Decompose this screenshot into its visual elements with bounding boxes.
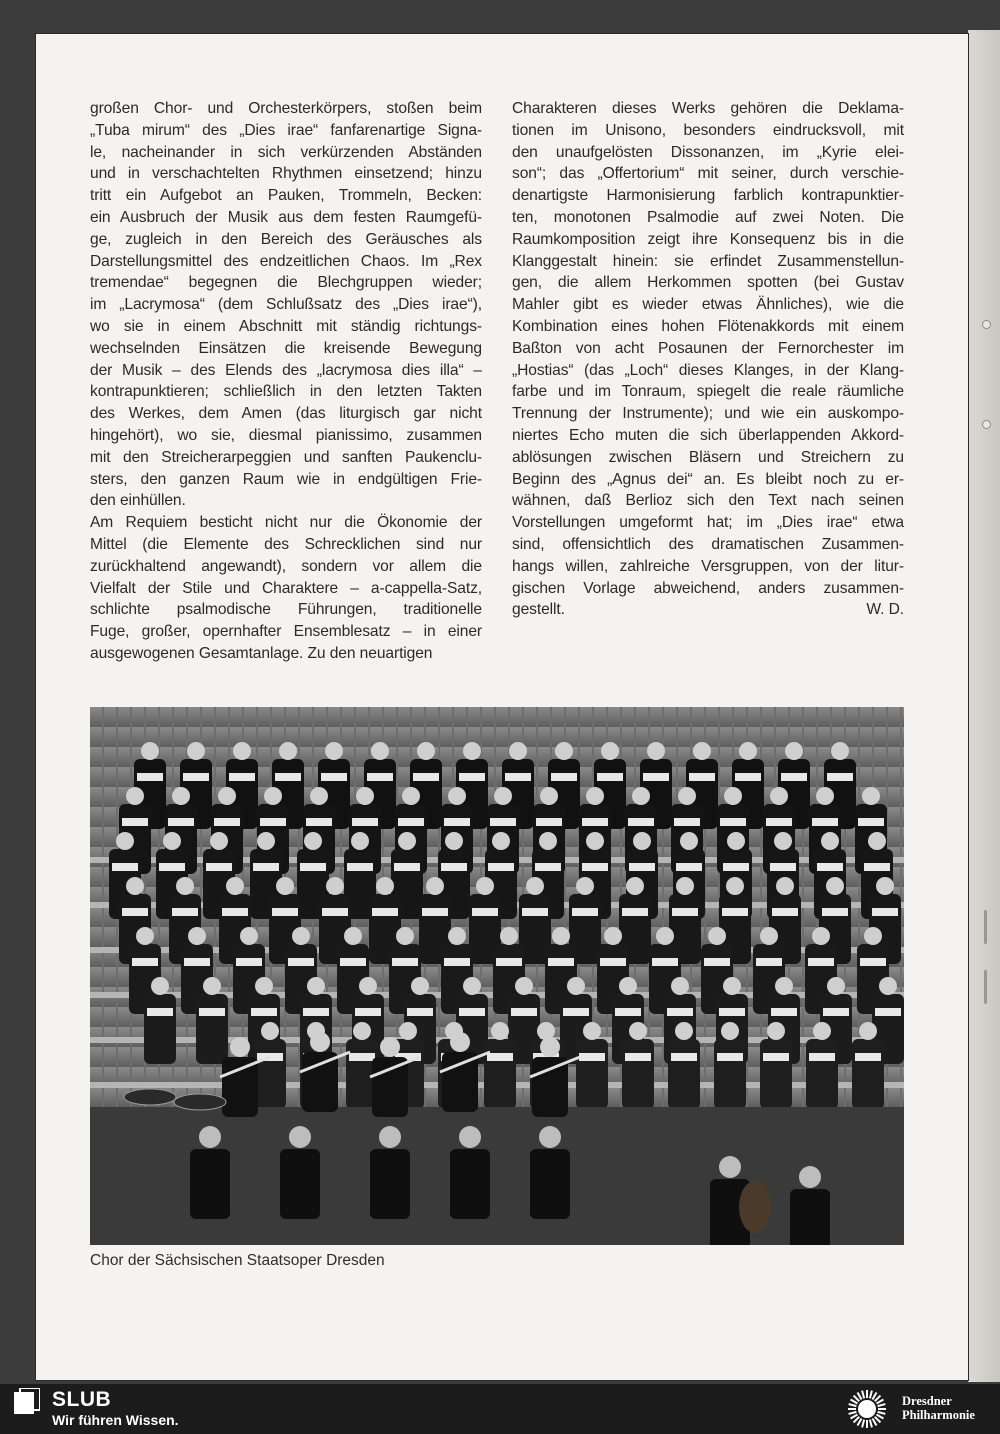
text-column-left bbox=[90, 98, 482, 665]
text-line: wo sie in einem Abschnitt mit ständig richtungs- bbox=[90, 317, 482, 335]
final-word: gestellt. bbox=[512, 601, 565, 619]
text-line: den einhüllen. bbox=[90, 492, 186, 510]
text-line: ten, monotonen Psalmodie auf zwei Noten. Die bbox=[512, 208, 904, 226]
punch-hole bbox=[982, 420, 991, 429]
text-line: tremendae“ begegnen die Blechgruppen wieder; bbox=[90, 274, 482, 292]
closing-line bbox=[512, 599, 904, 621]
text-line: ein Ausbruch der Musik aus dem festen Raumgefü- bbox=[90, 208, 482, 226]
next-page-edge bbox=[968, 30, 1000, 1382]
text-line: farbe und im Tonraum, spiegelt die reale räumliche bbox=[512, 383, 904, 401]
text-line: Darstellungsmittel des endzeitlichen Chaos. Im „Rex bbox=[90, 252, 482, 270]
text-line: Vielfalt der Stile und Charaktere – a-cappella-Satz, bbox=[90, 579, 482, 597]
text-line: „Tuba mirum“ des „Dies irae“ fanfarenartige Signa- bbox=[90, 121, 482, 139]
text-line: hangs willen, zahlreiche Versgruppen, von der litur- bbox=[512, 557, 904, 575]
text-line: zurückhaltend angewandt), sondern vor allem die bbox=[90, 557, 482, 575]
staple bbox=[984, 910, 987, 944]
text-line: tionen im Unisono, besonders eindrucksvoll, mit bbox=[512, 121, 904, 139]
text-line: und in verschachtelten Rhythmen einsetzend; hinzu bbox=[90, 165, 482, 183]
footer-bar bbox=[0, 1384, 1000, 1434]
text-line: gen, die allem Herkommen spotten (bei Gustav bbox=[512, 274, 904, 292]
right-column-lines bbox=[512, 98, 904, 599]
text-line: Raumkomposition zeigt ihre Konsequenz bis in die bbox=[512, 230, 904, 248]
text-line: ausgewogenen Gesamtanlage. Zu den neuartigen bbox=[90, 644, 433, 662]
text-line: großen Chor- und Orchesterkörpers, stoßen beim bbox=[90, 100, 482, 117]
text-line: Charakteren dieses Werks gehören die Deklama- bbox=[512, 100, 904, 117]
text-line: Baßton von acht Posaunen der Fernorchester im bbox=[512, 339, 904, 357]
text-line: tritt ein Aufgebot an Pauken, Trommeln, Becken: bbox=[90, 187, 482, 205]
text-line: schlichte psalmodische Führungen, traditionelle bbox=[90, 601, 482, 619]
text-line: niertes Echo muten die sich überlappenden Akkord- bbox=[512, 426, 904, 444]
partner-name-line1: Dresdner bbox=[902, 1394, 952, 1408]
text-line: ablösungen zwischen Bläsern und Streichern zu bbox=[512, 448, 904, 466]
text-line: wechselnden Einsätzen die kreisende Bewegung bbox=[90, 339, 482, 357]
text-line: ge, zugleich in den Bereich des Geräusches als bbox=[90, 230, 482, 248]
choir-photo-illustration bbox=[90, 707, 904, 1245]
text-line: „Hostias“ (das „Loch“ dieses Klanges, in der Klang- bbox=[512, 361, 904, 379]
text-line: des Werkes, dem Amen (das liturgisch gar nicht bbox=[90, 405, 482, 423]
text-line: wähnen, daß Berlioz sich den Text nach seinen bbox=[512, 492, 904, 510]
text-line: le, nacheinander in sich verkürzenden Abständen bbox=[90, 143, 482, 161]
partner-name[interactable] bbox=[902, 1394, 975, 1422]
punch-hole bbox=[982, 320, 991, 329]
slub-slogan: Wir führen Wissen. bbox=[52, 1412, 179, 1428]
text-line: der Musik – des Elends des „lacrymosa dies illa“ – bbox=[90, 361, 482, 379]
timpani-drum bbox=[174, 1094, 226, 1110]
double-bass bbox=[739, 1181, 771, 1233]
text-line: Mittel (die Elemente des Schrecklichen sind nur bbox=[90, 535, 482, 553]
text-line: Mahler gibt es wieder etwas Ähnliches), wie die bbox=[512, 296, 904, 314]
dresdner-philharmonie-logo-icon[interactable] bbox=[842, 1388, 892, 1430]
text-line: Beginn des „Agnus dei“ an. Es bleibt noch zu er- bbox=[512, 470, 904, 488]
text-line: denartigste Harmonisierung farblich kontrapunktier- bbox=[512, 187, 904, 205]
text-line: den unaufgelösten Dissonanzen, im „Kyrie elei- bbox=[512, 143, 904, 161]
text-column-right bbox=[512, 98, 904, 621]
staple bbox=[984, 970, 987, 1004]
text-line: Vorstellungen umgeformt hat; im „Dies irae“ etwa bbox=[512, 514, 904, 532]
text-line: Kombination eines hohen Flötenakkords mit einem bbox=[512, 317, 904, 335]
text-line: mit den Streicherarpeggien und sanften Paukenclu- bbox=[90, 448, 482, 466]
text-line: hingehört), wo sie, diesmal pianissimo, zusammen bbox=[90, 426, 482, 444]
text-line: Fuge, großer, opernhafter Ensemblesatz – in einer bbox=[90, 623, 482, 641]
text-line: son“; das „Offertorium“ mit seiner, durch verschie- bbox=[512, 165, 904, 183]
text-line: gischen Vorlage abweichend, anders zusammen- bbox=[512, 579, 904, 597]
text-line: Klanggestalt hinein: sie erfindet Zusammenstellun- bbox=[512, 252, 904, 270]
author-signature: W. D. bbox=[866, 601, 904, 619]
choir-photo bbox=[90, 707, 904, 1245]
text-line: Trennung der Instrumente); und wie ein auskompo- bbox=[512, 405, 904, 423]
timpani-drum bbox=[124, 1089, 176, 1105]
slub-logo-icon[interactable] bbox=[14, 1388, 40, 1414]
photo-caption: Chor der Sächsischen Staatsoper Dresden bbox=[90, 1252, 385, 1269]
text-line: Am Requiem besticht nicht nur die Ökonomie der bbox=[90, 514, 482, 532]
slub-name[interactable]: SLUB bbox=[52, 1388, 112, 1411]
text-line: kontrapunktieren; schließlich in den letzten Takten bbox=[90, 383, 482, 401]
text-line: sters, den ganzen Raum wie in endgültigen Frie- bbox=[90, 470, 482, 488]
text-line: im „Lacrymosa“ (dem Schlußsatz des „Dies irae“), bbox=[90, 296, 482, 314]
text-line: sind, offensichtlich des dramatischen Zusammen- bbox=[512, 535, 904, 553]
partner-name-line2: Philharmonie bbox=[902, 1408, 975, 1422]
